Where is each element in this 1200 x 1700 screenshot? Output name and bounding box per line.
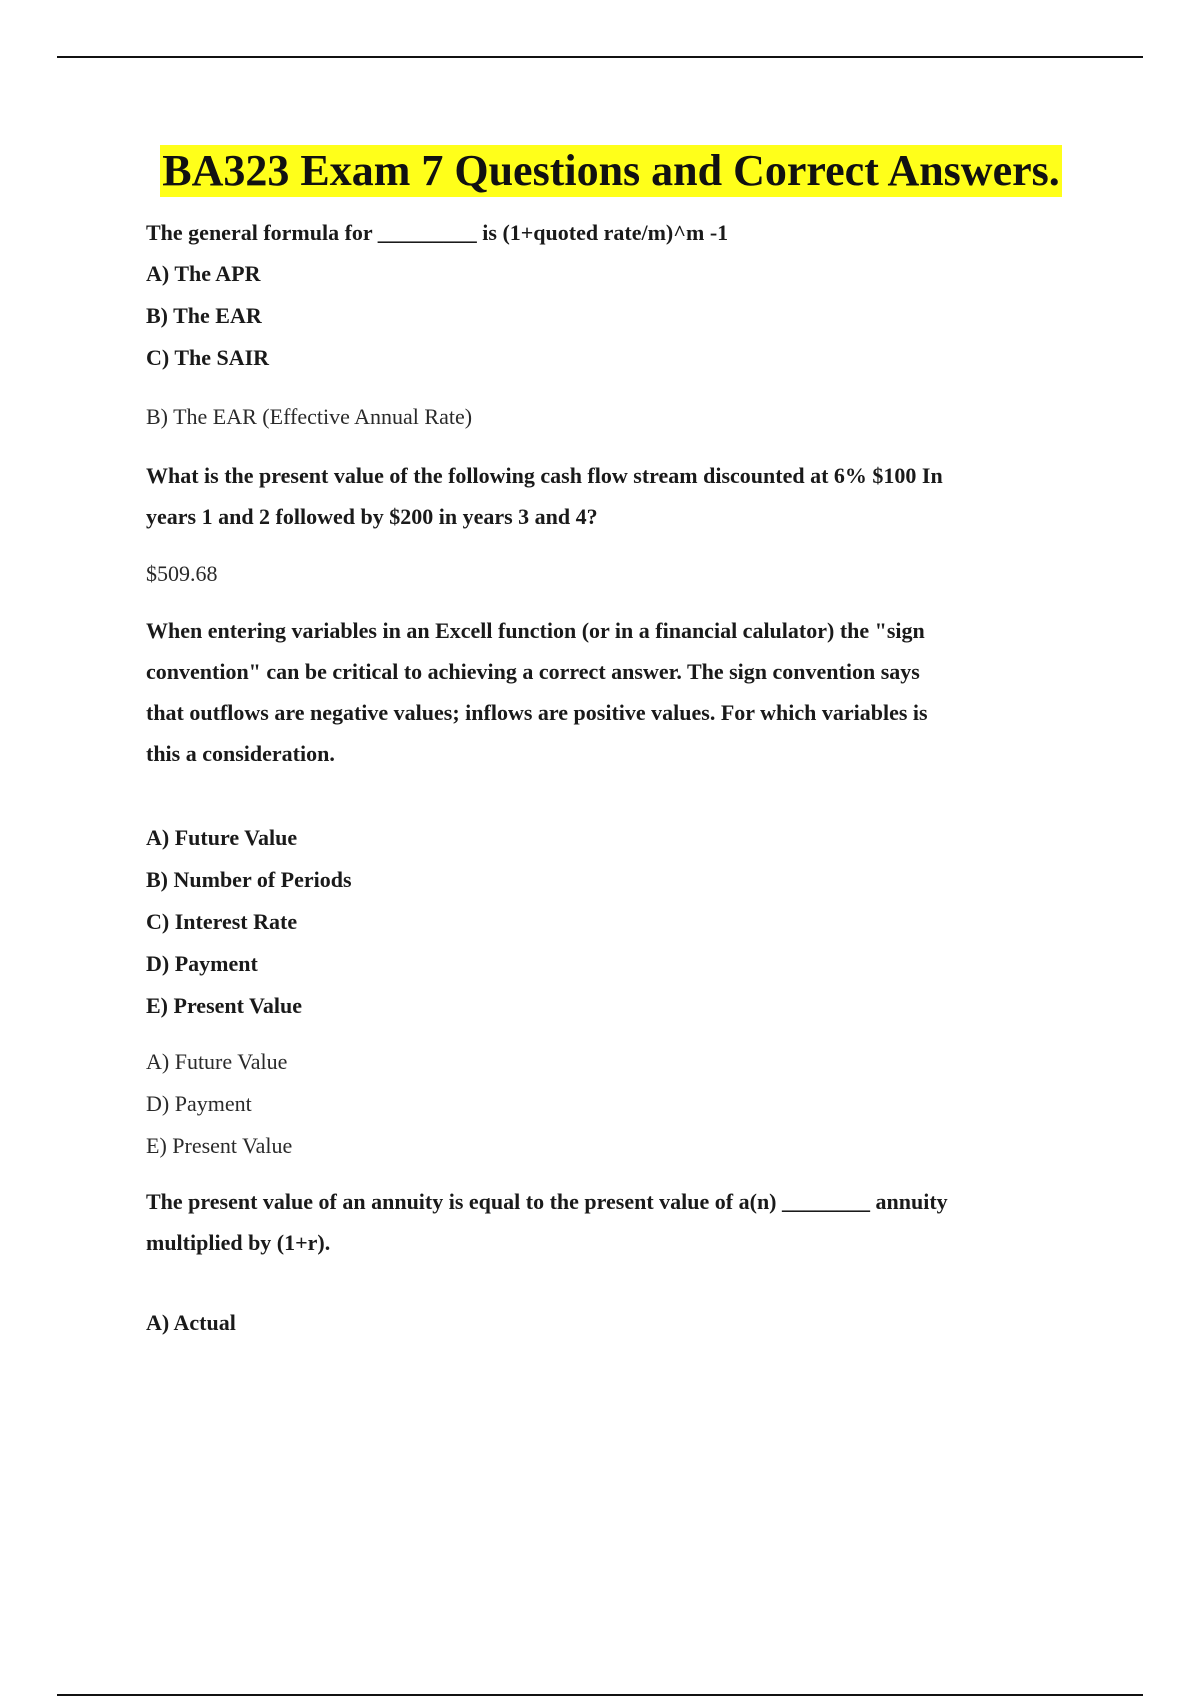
top-rule (57, 56, 1143, 58)
question-3-option-a: A) Future Value (146, 825, 298, 850)
question-2-answer: $509.68 (146, 561, 218, 586)
question-3-line: this a consideration. (146, 741, 335, 766)
question-4-line: The present value of an annuity is equal to the present value of a(n) ________ annuity (146, 1189, 948, 1214)
question-4-option-a: A) Actual (146, 1310, 236, 1335)
question-3-line: that outflows are negative values; inflows are positive values. For which variables is (146, 700, 928, 725)
question-2-line: years 1 and 2 followed by $200 in years 3 and 4? (146, 504, 598, 529)
question-4-line: multiplied by (1+r). (146, 1230, 331, 1255)
document-title: BA323 Exam 7 Questions and Correct Answers. (162, 146, 1060, 195)
question-4 (146, 1181, 1046, 1263)
question-1-option-b: B) The EAR (146, 303, 262, 328)
bottom-rule (57, 1694, 1143, 1696)
question-1-answer: B) The EAR (Effective Annual Rate) (146, 404, 473, 429)
question-3-line: When entering variables in an Excell function (or in a financial calulator) the "sign (146, 618, 925, 643)
question-3-option-d: D) Payment (146, 951, 258, 976)
question-3-answer: D) Payment (146, 1091, 252, 1116)
question-3 (146, 610, 1046, 774)
question-3-line: convention" can be critical to achieving a correct answer. The sign convention says (146, 659, 920, 684)
question-1-option-c: C) The SAIR (146, 345, 270, 370)
document-body (146, 212, 1046, 1344)
question-3-option-b: B) Number of Periods (146, 867, 352, 892)
question-2-line: What is the present value of the following cash flow stream discounted at 6% $100 In (146, 463, 943, 488)
question-3-answers (146, 1041, 1046, 1167)
question-1-option-a: A) The APR (146, 261, 261, 286)
question-1: The general formula for _________ is (1+quoted rate/m)^m -1 (146, 220, 729, 245)
question-3-option-e: E) Present Value (146, 993, 303, 1018)
question-3-answer: E) Present Value (146, 1133, 293, 1158)
question-3-options (146, 817, 1046, 1027)
question-3-answer: A) Future Value (146, 1049, 288, 1074)
question-2 (146, 455, 1046, 537)
question-3-option-c: C) Interest Rate (146, 909, 298, 934)
